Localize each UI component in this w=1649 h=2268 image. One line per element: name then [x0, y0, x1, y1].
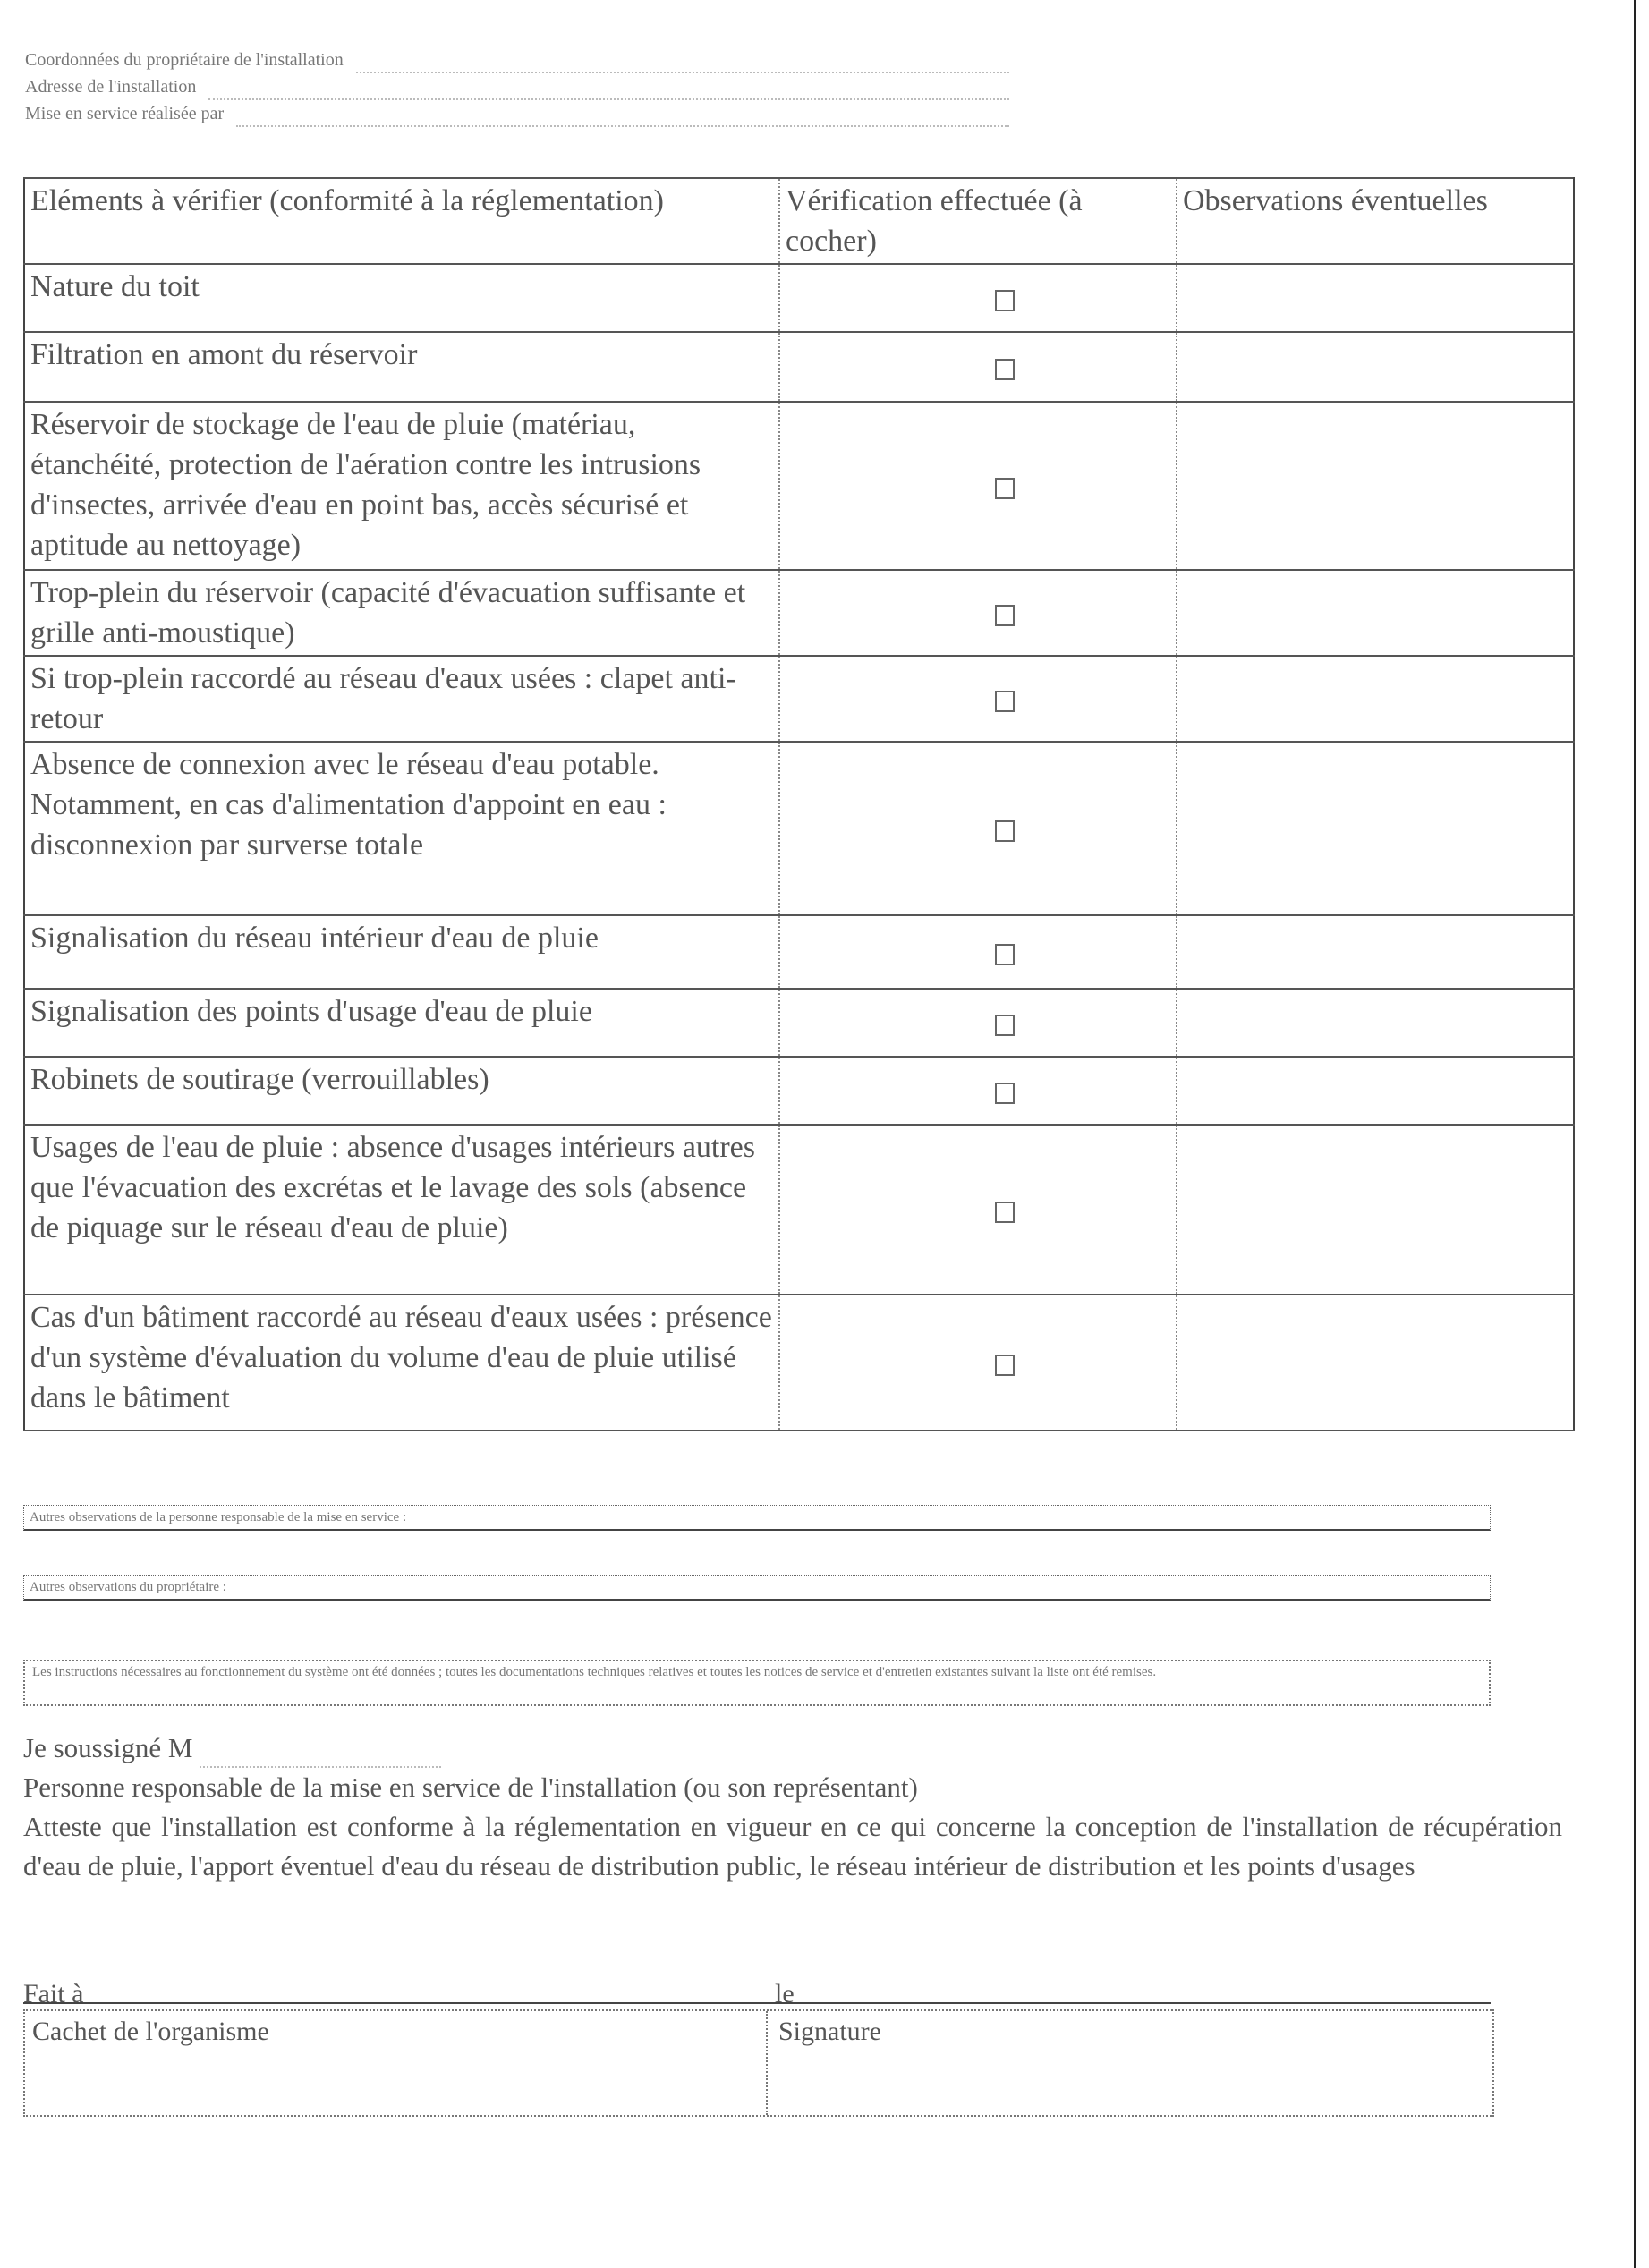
observation-cell[interactable]	[1177, 1295, 1574, 1431]
verification-checkbox[interactable]	[995, 1083, 1015, 1104]
table-row	[24, 332, 1574, 402]
observation-cell[interactable]	[1177, 989, 1574, 1057]
observation-cell[interactable]	[1177, 1057, 1574, 1125]
role-line: Personne responsable de la mise en service de l'installation (ou son représentant)	[23, 1771, 918, 1803]
verification-cell	[779, 989, 1177, 1057]
header-elements: Eléments à vérifier (conformité à la réglementation)	[24, 178, 779, 264]
table-row	[24, 1295, 1574, 1431]
owner-input[interactable]	[356, 52, 1009, 73]
observation-cell[interactable]	[1177, 264, 1574, 332]
table-row	[24, 989, 1574, 1057]
table-row	[24, 264, 1574, 332]
element-cell: Absence de connexion avec le réseau d'eau potable. Notamment, en cas d'alimentation d'appoint en eau : disconnexion par surverse totale	[24, 742, 779, 915]
owner-observations[interactable]	[23, 1575, 1491, 1601]
verification-checkbox[interactable]	[995, 691, 1015, 712]
verification-checkbox[interactable]	[995, 359, 1015, 380]
verification-cell	[779, 332, 1177, 402]
verification-cell	[779, 742, 1177, 915]
element-cell: Cas d'un bâtiment raccordé au réseau d'eaux usées : présence d'un système d'évaluation du volume d'eau de pluie utilisé dans le bâtiment	[24, 1295, 779, 1431]
element-cell: Filtration en amont du réservoir	[24, 332, 779, 402]
header-fields	[25, 47, 1009, 127]
page-right-border	[1634, 0, 1636, 2268]
verification-cell	[779, 570, 1177, 656]
table-row	[24, 656, 1574, 742]
done-at-row[interactable]	[23, 1979, 1491, 2009]
address-line	[25, 73, 1009, 100]
owner-label: Coordonnées du propriétaire de l'installation	[25, 50, 344, 70]
undersigned-line	[23, 1729, 1562, 1768]
observation-cell[interactable]	[1177, 570, 1574, 656]
commissioning-line	[25, 100, 1009, 127]
verification-cell	[779, 915, 1177, 989]
instructions-statement: Les instructions nécessaires au fonctionnement du système ont été données ; toutes les documentations techniques relatives et toutes les notices de service et d'entretien existantes suivant la liste ont été remises.	[23, 1660, 1491, 1706]
verification-checkbox[interactable]	[995, 478, 1015, 499]
element-cell: Usages de l'eau de pluie : absence d'usages intérieurs autres que l'évacuation des excrétas et le lavage des sols (absence de piquage sur le réseau d'eau de pluie)	[24, 1125, 779, 1295]
date-label: le	[775, 1979, 795, 2009]
verification-checkbox[interactable]	[995, 1355, 1015, 1376]
undersigned-input[interactable]	[200, 1739, 441, 1768]
header-observations: Observations éventuelles	[1177, 178, 1574, 264]
table-row	[24, 915, 1574, 989]
element-cell: Trop-plein du réservoir (capacité d'évacuation suffisante et grille anti-moustique)	[24, 570, 779, 656]
element-cell: Si trop-plein raccordé au réseau d'eaux usées : clapet anti-retour	[24, 656, 779, 742]
commissioning-input[interactable]	[236, 106, 1009, 127]
verification-checkbox[interactable]	[995, 1202, 1015, 1223]
verification-cell	[779, 656, 1177, 742]
commissioning-label: Mise en service réalisée par	[25, 104, 225, 123]
observation-cell[interactable]	[1177, 915, 1574, 989]
verification-cell	[779, 402, 1177, 570]
responsible-observations-label: Autres observations de la personne responsable de la mise en service :	[23, 1505, 1491, 1531]
verification-checkbox[interactable]	[995, 605, 1015, 626]
table-row	[24, 742, 1574, 915]
observation-cell[interactable]	[1177, 656, 1574, 742]
element-cell: Signalisation des points d'usage d'eau de pluie	[24, 989, 779, 1057]
responsible-observations[interactable]	[23, 1505, 1491, 1531]
owner-line	[25, 47, 1009, 73]
observation-cell[interactable]	[1177, 1125, 1574, 1295]
header-verification: Vérification effectuée (à cocher)	[779, 178, 1177, 264]
table-row	[24, 402, 1574, 570]
owner-observations-label: Autres observations du propriétaire :	[23, 1575, 1491, 1601]
table-row	[24, 1125, 1574, 1295]
element-cell: Robinets de soutirage (verrouillables)	[24, 1057, 779, 1125]
verification-cell	[779, 1125, 1177, 1295]
stamp-divider	[766, 2011, 768, 2115]
verification-checkbox[interactable]	[995, 820, 1015, 842]
element-cell: Réservoir de stockage de l'eau de pluie (matériau, étanchéité, protection de l'aération contre les intrusions d'insectes, arrivée d'eau en point bas, accès sécurisé et aptitude au nettoyage)	[24, 402, 779, 570]
table-row	[24, 1057, 1574, 1125]
verification-checkbox[interactable]	[995, 944, 1015, 965]
signature-label: Signature	[778, 2017, 881, 2046]
verification-table	[23, 177, 1575, 1431]
address-label: Adresse de l'installation	[25, 77, 197, 97]
verification-checkbox[interactable]	[995, 1015, 1015, 1036]
element-cell: Nature du toit	[24, 264, 779, 332]
verification-cell	[779, 1057, 1177, 1125]
signature-section	[23, 1729, 1562, 1886]
observation-cell[interactable]	[1177, 332, 1574, 402]
done-at-label: Fait à	[23, 1979, 84, 2009]
stamp-signature-box	[23, 2009, 1494, 2117]
attestation-text: Atteste que l'installation est conforme à la réglementation en vigueur en ce qui concerne la conception de l'installation de récupération d'eau de pluie, l'apport éventuel d'eau du réseau de distribution public, le réseau intérieur de distribution et les points d'usages	[23, 1811, 1562, 1882]
element-cell: Signalisation du réseau intérieur d'eau de pluie	[24, 915, 779, 989]
table-row	[24, 570, 1574, 656]
table-header-row	[24, 178, 1574, 264]
verification-cell	[779, 1295, 1177, 1431]
verification-checkbox[interactable]	[995, 290, 1015, 311]
observation-cell[interactable]	[1177, 402, 1574, 570]
address-input[interactable]	[208, 79, 1009, 100]
verification-cell	[779, 264, 1177, 332]
observation-cell[interactable]	[1177, 742, 1574, 915]
stamp-label: Cachet de l'organisme	[32, 2017, 269, 2046]
undersigned-label: Je soussigné M	[23, 1732, 193, 1763]
